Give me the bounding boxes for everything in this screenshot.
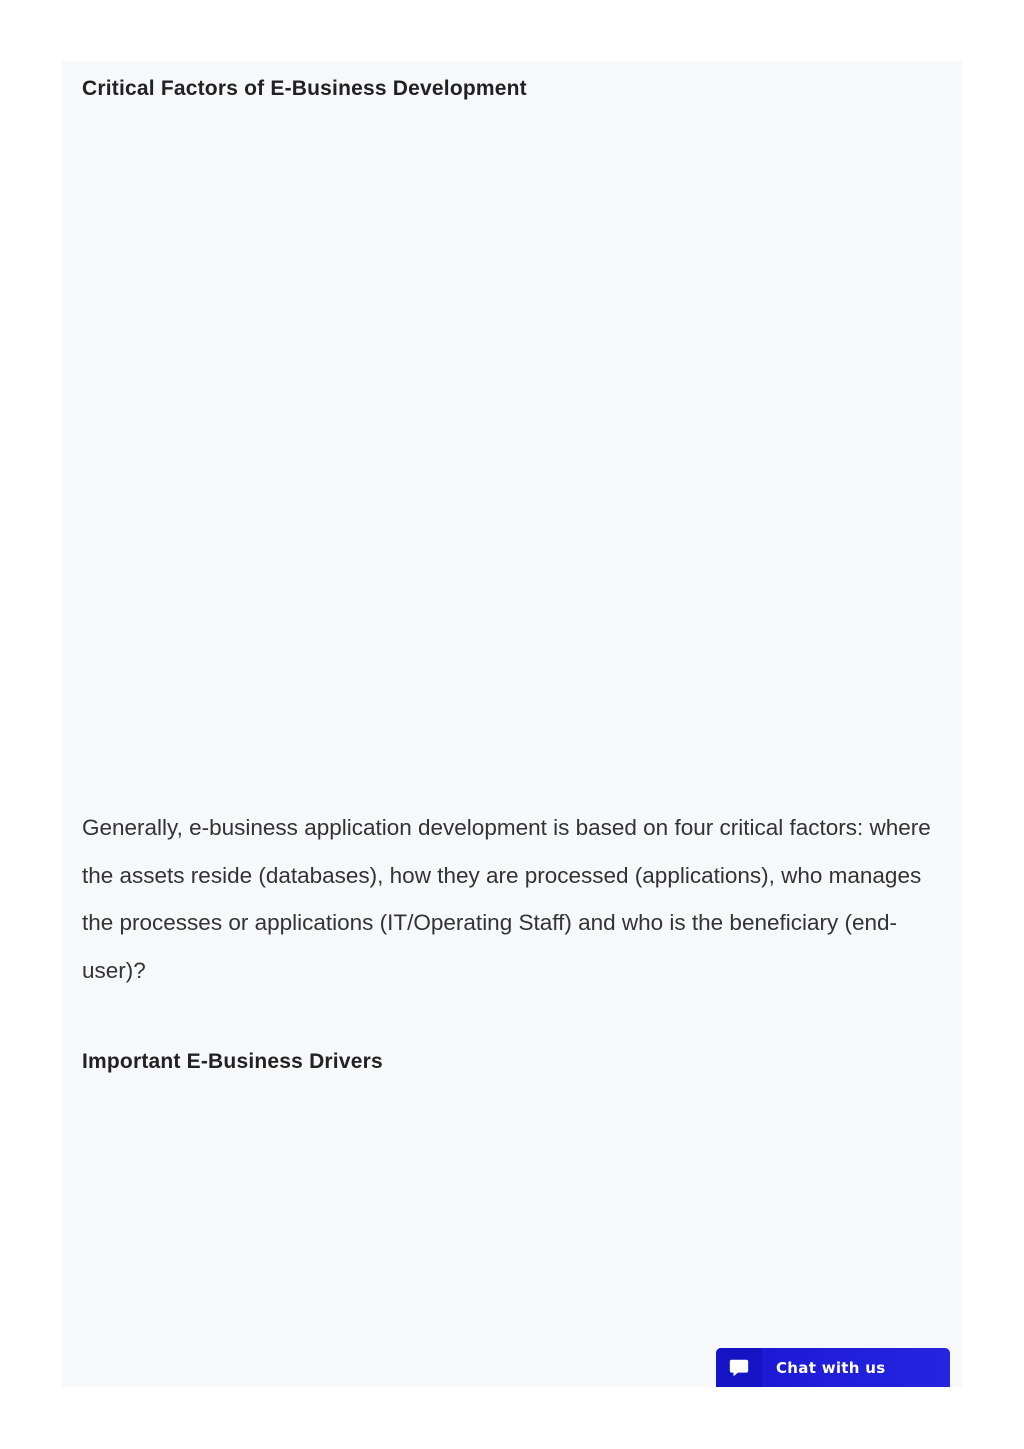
chat-with-us-button[interactable] <box>716 1348 950 1387</box>
chat-icon-container <box>716 1348 762 1387</box>
section-heading-ebusiness-drivers: Important E-Business Drivers <box>82 1050 383 1073</box>
section-heading-critical-factors: Critical Factors of E-Business Development <box>82 77 527 100</box>
content-placeholder-area <box>82 121 942 811</box>
chat-with-us-label: Chat with us <box>776 1358 886 1377</box>
article-card <box>62 61 962 1387</box>
section-paragraph-critical-factors: Generally, e-business application development is based on four critical factors: where the assets reside (databases), how they are processed (applications), who manages the processes or applications (IT/Operating Staff) and who is the beneficiary (end-user)? <box>82 815 931 983</box>
chat-bubble-icon <box>728 1357 750 1379</box>
